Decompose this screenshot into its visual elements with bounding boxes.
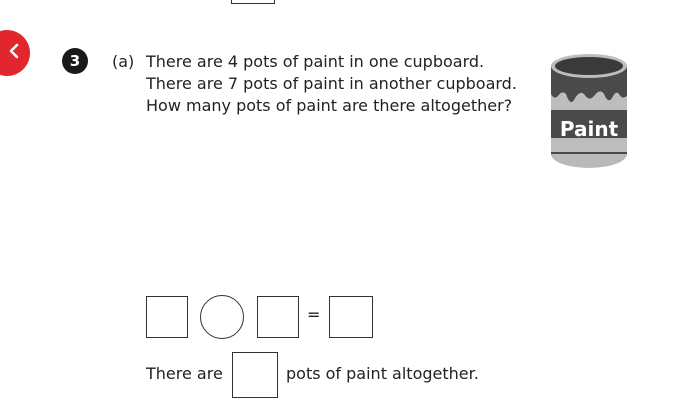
back-button[interactable] xyxy=(0,30,30,76)
chevron-left-icon xyxy=(8,43,20,63)
result-box[interactable] xyxy=(329,296,373,338)
paint-can-image xyxy=(546,50,632,176)
question-number-badge: 3 xyxy=(62,48,88,74)
question-line: There are 7 pots of paint in another cupboard. xyxy=(146,74,517,93)
previous-answer-box[interactable] xyxy=(231,0,275,4)
addend-box-2[interactable] xyxy=(257,296,299,338)
equals-sign: = xyxy=(307,305,321,324)
question-text xyxy=(146,51,517,117)
answer-suffix: pots of paint altogether. xyxy=(286,364,479,383)
question-line: There are 4 pots of paint in one cupboard. xyxy=(146,52,485,71)
addend-box-1[interactable] xyxy=(146,296,188,338)
answer-box[interactable] xyxy=(232,352,278,398)
can-label: Paint xyxy=(559,117,619,141)
answer-prefix: There are xyxy=(146,364,223,383)
question-line: How many pots of paint are there altogether? xyxy=(146,96,513,115)
part-label: (a) xyxy=(112,52,135,71)
operator-circle[interactable] xyxy=(200,295,244,339)
